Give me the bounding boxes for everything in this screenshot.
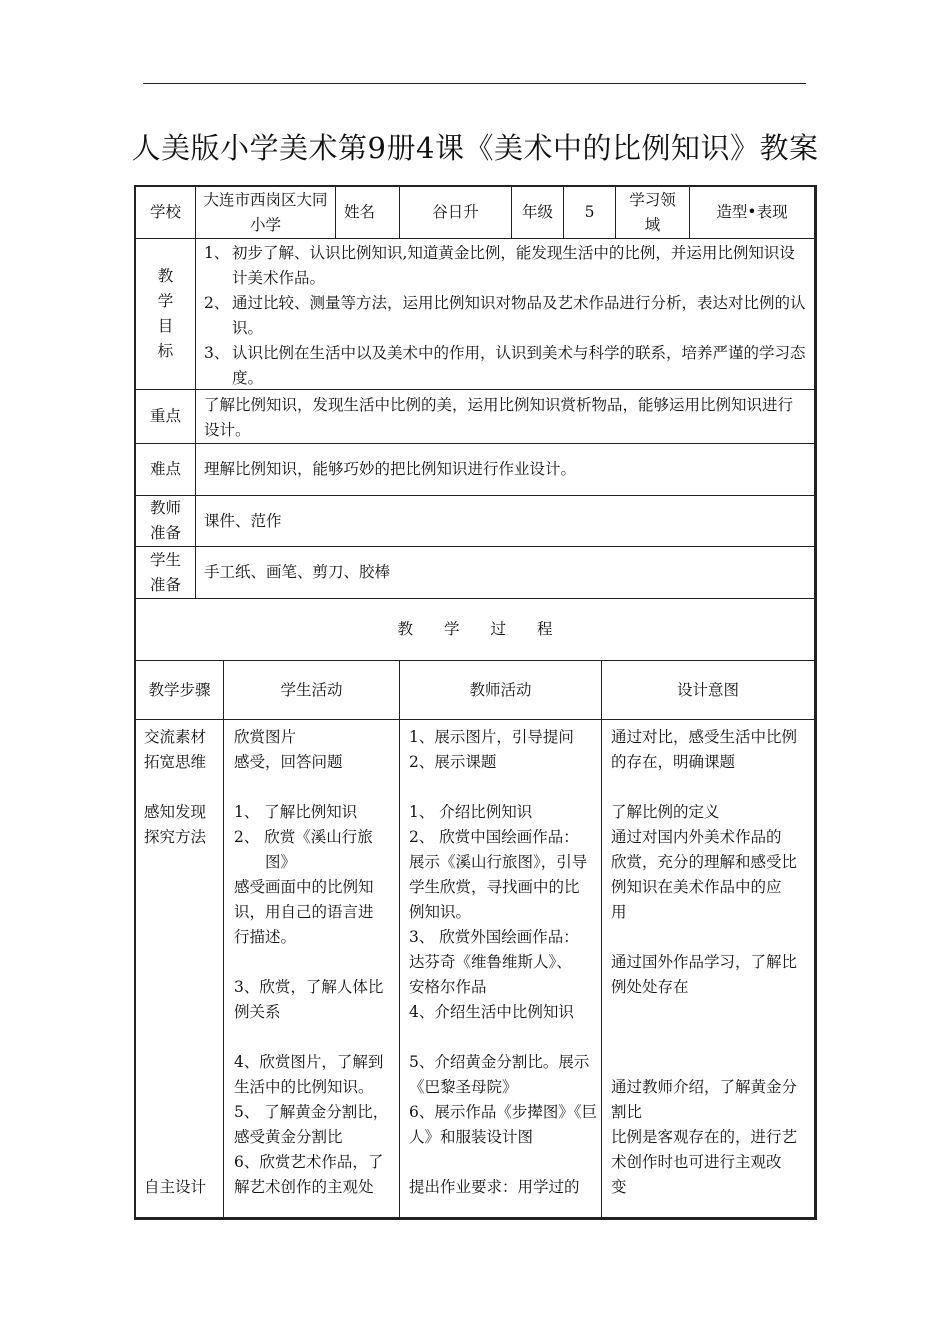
process-line: 2、 欣赏中国绘画作品： [409,828,579,846]
process-line [611,925,806,950]
process-steps-column [136,720,224,1218]
process-line: 6、欣赏艺术作品，了 [234,1153,384,1171]
process-line: 欣赏，充分的理解和感受比 [611,853,798,871]
goal-item [204,341,808,390]
goals-list [204,241,808,390]
process-line: 例处处存在 [611,978,689,996]
process-line: 展示《溪山行旅图》，引导 [409,853,588,871]
process-line [144,775,223,800]
process-line: 图》 [234,853,297,871]
process-line: 探究方法 [144,828,207,846]
process-line [144,1125,223,1150]
process-line: 比例是客观存在的，进行艺 [611,1128,798,1146]
school-value: 大连市西岗区大同小学 [196,187,336,239]
goal-text: 认识比例在生活中以及美术中的作用，认识到美术与科学的联系，培养严谨的学习态度。 [232,344,806,387]
domain-label: 学习领域 [616,187,690,239]
process-line: 了解比例的定义 [611,803,720,821]
process-line [144,1025,223,1050]
key-label: 重点 [136,390,196,444]
process-line: 解艺术创作的主观处 [234,1178,374,1196]
process-line: 例知识。 [409,903,472,921]
name-label: 姓名 [336,187,400,239]
process-line: 学生欣赏，寻找画中的比 [409,878,580,896]
goals-content [196,239,815,390]
process-line: 通过对比，感受生活中比例 [611,728,798,746]
process-line: 安格尔作品 [409,978,487,996]
process-line: 用 [611,903,627,921]
process-line [409,1025,593,1050]
design-intent-column [602,720,815,1218]
process-line [611,775,806,800]
process-line [144,1100,223,1125]
process-line: 术创作时也可进行主观改 [611,1153,782,1171]
column-header-student: 学生活动 [224,661,400,720]
goal-item [204,291,808,341]
student-activity-column [224,720,400,1218]
goal-number: 2、 [204,294,230,312]
process-line: 5、介绍黄金分割比。展示 [409,1053,590,1071]
process-line: 感受画面中的比例知 [234,878,374,896]
student-prep-text: 手工纸、画笔、剪刀、胶棒 [196,547,815,599]
process-line [234,950,391,975]
process-line [144,875,223,900]
process-line: 《巴黎圣母院》 [409,1078,518,1096]
process-line [409,775,593,800]
process-line: 1、 了解比例知识 [234,803,358,821]
process-line [234,1025,391,1050]
column-header-intent: 设计意图 [602,661,815,720]
process-line [611,1025,806,1050]
process-line: 拓宽思维 [144,753,207,771]
goals-label: 教学目标 [136,239,196,390]
process-line [611,1000,806,1025]
process-line: 通过教师介绍，了解黄金分 [611,1078,798,1096]
process-line [144,1050,223,1075]
domain-value: 造型•表现 [690,187,815,239]
process-line: 2、 欣赏《溪山行旅 [234,828,373,846]
goal-text: 通过比较、测量等方法，运用比例知识对物品及艺术作品进行分析，表达对比例的认识。 [232,294,806,337]
process-line: 欣赏图片 [234,728,297,746]
process-line [144,975,223,1000]
grade-label: 年级 [512,187,564,239]
document-title: 人美版小学美术第9册4课《美术中的比例知识》教案 [131,131,819,165]
process-line [144,925,223,950]
process-line: 感受黄金分割比 [234,1128,343,1146]
process-line: 3、 欣赏外国绘画作品： [409,928,579,946]
process-line: 1、 介绍比例知识 [409,803,533,821]
column-header-steps: 教学步骤 [136,661,224,720]
process-line [144,1150,223,1175]
process-line: 1、展示图片，引导提问 [409,728,574,746]
process-line: 感受，回答问题 [234,753,343,771]
process-line: 变 [611,1178,627,1196]
process-line: 自主设计 [144,1178,207,1196]
process-line [144,950,223,975]
goal-number: 1、 [204,244,230,262]
goal-number: 3、 [204,344,230,362]
process-line: 交流素材 [144,728,207,746]
process-line: 的存在，明确课题 [611,753,736,771]
school-label: 学校 [136,187,196,239]
process-line: 3、欣赏，了解人体比 [234,978,384,996]
student-prep-label: 学生准备 [136,547,196,599]
process-line: 通过国外作品学习，了解比 [611,953,798,971]
teacher-activity-column [400,720,602,1218]
process-line: 例知识在美术作品中的应 [611,878,782,896]
process-line [144,900,223,925]
teacher-prep-text: 课件、范作 [196,496,815,547]
difficulty-text: 理解比例知识，能够巧妙的把比例知识进行作业设计。 [196,444,815,496]
header-rule [143,83,806,84]
process-line: 人》和服装设计图 [409,1128,534,1146]
process-line: 4、介绍生活中比例知识 [409,1003,574,1021]
process-line: 生活中的比例知识。 [234,1078,374,1096]
process-line: 4、欣赏图片，了解到 [234,1053,384,1071]
teacher-prep-label: 教师准备 [136,496,196,547]
process-line: 提出作业要求：用学过的 [409,1178,580,1196]
process-line [144,850,223,875]
process-heading: 教 学 过 程 [136,599,815,661]
process-line [409,1150,593,1175]
process-line [144,1075,223,1100]
process-line: 通过对国内外美术作品的 [611,828,782,846]
process-line [234,775,391,800]
process-line [144,1000,223,1025]
grade-value: 5 [564,187,616,239]
process-line: 6、展示作品《步撵图》《巨 [409,1103,598,1121]
process-line: 行描述。 [234,928,297,946]
process-line: 识，用自己的语言进 [234,903,374,921]
name-value: 谷日升 [400,187,512,239]
process-line: 2、展示课题 [409,753,497,771]
process-line [611,1050,806,1075]
process-line: 5、 了解黄金分割比， [234,1103,389,1121]
column-header-teacher: 教师活动 [400,661,602,720]
goal-text: 初步了解、认识比例知识,知道黄金比例，能发现生活中的比例，并运用比例知识设计美术作品。 [232,244,795,287]
key-text: 了解比例知识，发现生活中比例的美，运用比例知识赏析物品，能够运用比例知识进行设计。 [196,390,815,444]
process-line: 感知发现 [144,803,207,821]
difficulty-label: 难点 [136,444,196,496]
process-line: 达芬奇《维鲁维斯人》、 [409,953,572,971]
process-line: 割比 [611,1103,643,1121]
process-line: 例关系 [234,1003,281,1021]
goal-item [204,241,808,291]
